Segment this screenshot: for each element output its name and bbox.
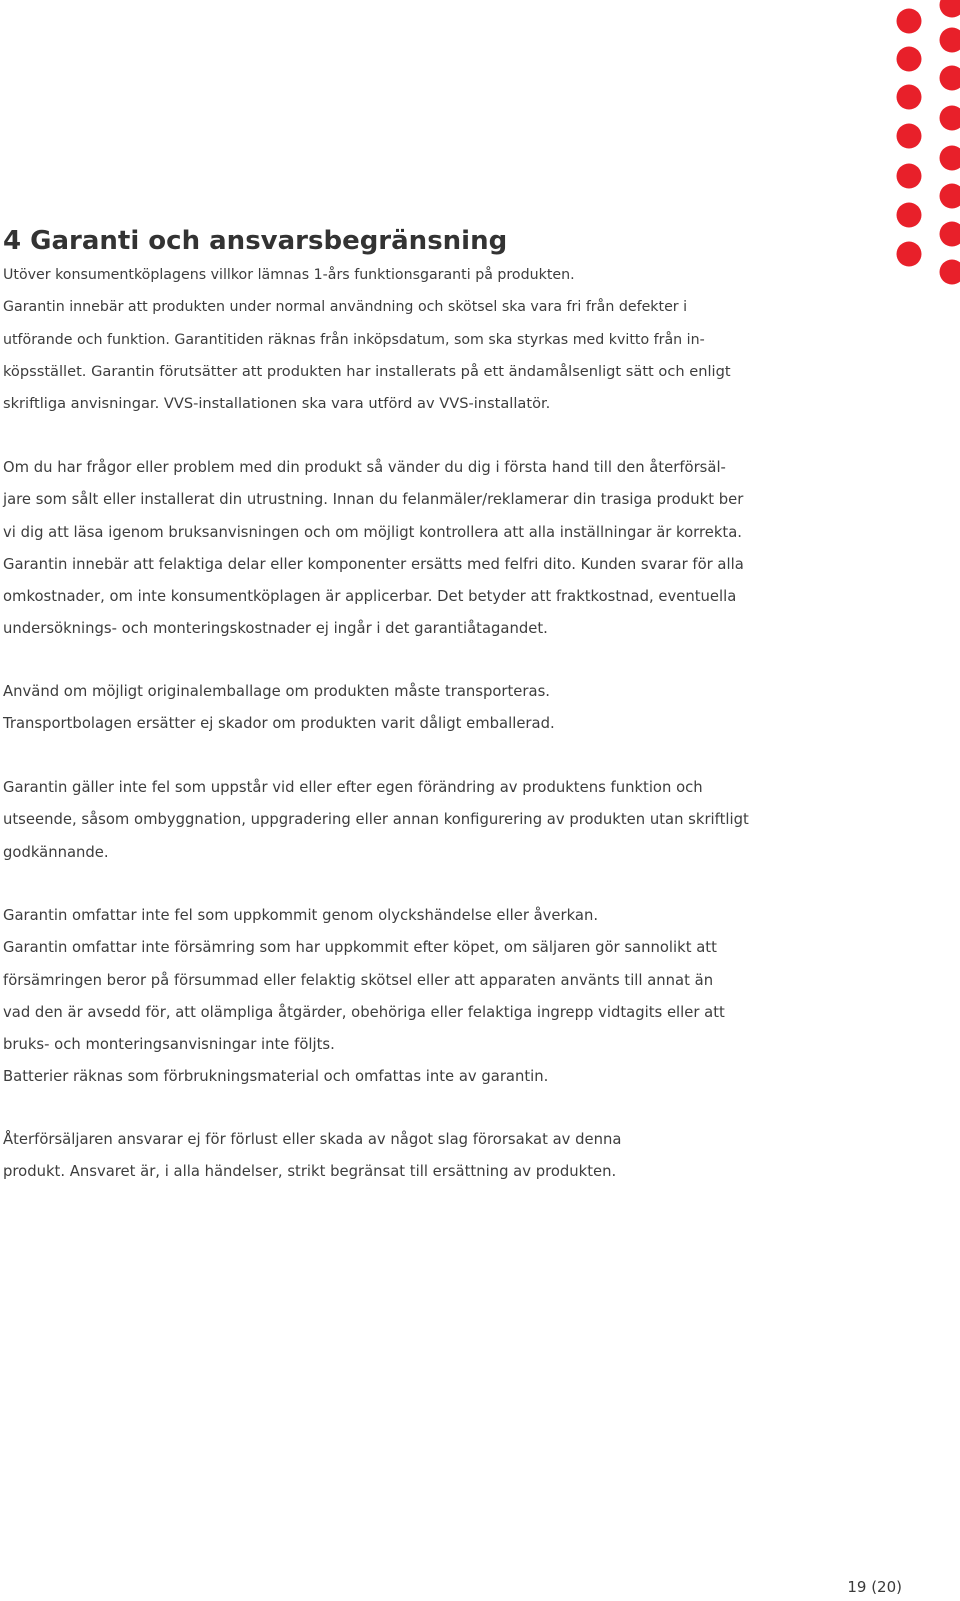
text-line: vad den är avsedd för, att olämpliga åtgärder, obehöriga eller felaktiga ingrepp vidtagits eller att <box>3 1003 725 1021</box>
text-line: Utöver konsumentköplagens villkor lämnas 1-års funktionsgaranti på produkten. <box>3 267 575 283</box>
section-heading: 4 Garanti och ansvarsbegränsning <box>3 226 508 256</box>
red-dot <box>897 85 922 110</box>
red-dot <box>940 66 960 91</box>
text-line: bruks- och monteringsanvisningar inte följts. <box>3 1036 335 1054</box>
red-dot <box>940 260 960 285</box>
red-dot <box>897 242 922 267</box>
red-dot <box>940 106 960 131</box>
text-line: Garantin innebär att produkten under normal användning och skötsel ska vara fri från defekter i <box>3 299 688 316</box>
text-line: Batterier räknas som förbrukningsmaterial och omfattas inte av garantin. <box>3 1068 549 1086</box>
red-dot <box>897 9 922 34</box>
text-line: utförande och funktion. Garantitiden räknas från inköpsdatum, som ska styrkas med kvitto från in- <box>3 331 705 348</box>
text-line: köpsstället. Garantin förutsätter att produkten har installerats på ett ändamålsenligt sätt och enligt <box>3 362 731 380</box>
paragraph-exclusions <box>3 900 803 1094</box>
text-line: undersöknings- och monteringskostnader ej ingår i det garantiåtagandet. <box>3 620 548 638</box>
paragraph-modifications <box>3 772 803 869</box>
text-line: omkostnader, om inte konsumentköplagen är applicerbar. Det betyder att fraktkostnad, eventuella <box>3 588 737 606</box>
paragraph-liability <box>3 1124 803 1189</box>
text-line: produkt. Ansvaret är, i alla händelser, strikt begränsat till ersättning av produkten. <box>3 1163 617 1181</box>
red-dot <box>940 222 960 247</box>
paragraph-questions-problems <box>3 452 803 646</box>
red-dot <box>897 203 922 228</box>
red-dot-pattern-icon <box>870 0 960 300</box>
page-number: 19 (20) <box>847 1578 902 1596</box>
text-line: Garantin innebär att felaktiga delar eller komponenter ersätts med felfri dito. Kunden svarar för alla <box>3 555 744 573</box>
text-line: vi dig att läsa igenom bruksanvisningen och om möjligt kontrollera att alla inställningar är korrekta. <box>3 523 742 541</box>
red-dot <box>897 124 922 149</box>
red-dot <box>897 47 922 72</box>
text-line: Använd om möjligt originalemballage om produkten måste transporteras. <box>3 683 550 700</box>
text-line: Garantin omfattar inte fel som uppkommit genom olyckshändelse eller åverkan. <box>3 907 599 924</box>
red-dot <box>940 28 960 53</box>
red-dot <box>940 146 960 171</box>
text-line: Om du har frågor eller problem med din produkt så vänder du dig i första hand till den återförsäl- <box>3 459 726 476</box>
text-line: Transportbolagen ersätter ej skador om produkten varit dåligt emballerad. <box>3 715 555 733</box>
text-line: Garantin omfattar inte försämring som har uppkommit efter köpet, om säljaren gör sannolikt att <box>3 939 717 957</box>
red-dot <box>897 164 922 189</box>
text-line: Återförsäljaren ansvarar ej för förlust eller skada av något slag förorsakat av denna <box>3 1131 622 1148</box>
text-line: godkännande. <box>3 843 109 861</box>
paragraph-warranty-terms <box>3 259 803 420</box>
text-line: jare som sålt eller installerat din utrustning. Innan du felanmäler/reklamerar din trasiga produkt ber <box>3 491 744 509</box>
paragraph-transport <box>3 676 803 741</box>
text-line: skriftliga anvisningar. VVS-installationen ska vara utförd av VVS-installatör. <box>3 395 551 413</box>
red-dot <box>940 0 960 18</box>
text-line: utseende, såsom ombyggnation, uppgradering eller annan konfigurering av produkten utan skriftligt <box>3 811 749 829</box>
text-line: försämringen beror på försummad eller felaktig skötsel eller att apparaten använts till annat än <box>3 971 714 989</box>
text-line: Garantin gäller inte fel som uppstår vid eller efter egen förändring av produktens funktion och <box>3 779 703 796</box>
red-dot <box>940 184 960 209</box>
